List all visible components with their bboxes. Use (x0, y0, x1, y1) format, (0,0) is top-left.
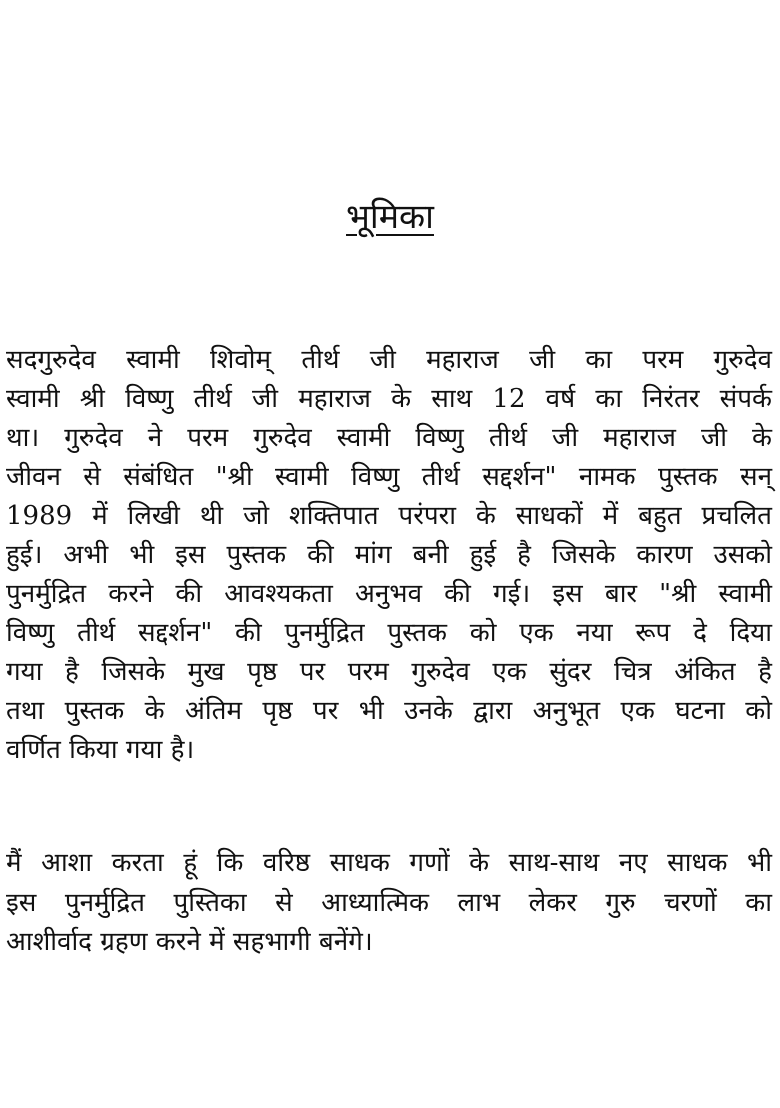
text-line: आशीर्वाद ग्रहण करने में सहभागी बनेंगे। (6, 927, 373, 957)
text-line: तथा पुस्तक के अंतिम पृष्ठ पर भी उनके द्वारा अनुभूत एक घटना को (6, 696, 772, 726)
text-line: हुई। अभी भी इस पुस्तक की मांग बनी हुई है जिसके कारण उसको (6, 540, 772, 570)
text-line: 1989 में लिखी थी जो शक्तिपात परंपरा के साधकों में बहुत प्रचलित (6, 501, 772, 531)
text-line: जीवन से संबंधित "श्री स्वामी विष्णु तीर्थ सद्दर्शन" नामक पुस्तक सन् (6, 462, 772, 492)
text-line: सदगुरुदेव स्वामी शिवोम् तीर्थ जी महाराज जी का परम गुरुदेव (6, 345, 772, 375)
page-title (0, 192, 780, 238)
text-line: स्वामी श्री विष्णु तीर्थ जी महाराज के साथ 12 वर्ष का निरंतर संपर्क (6, 384, 772, 414)
page-title-text: भूमिका (346, 197, 434, 237)
text-line: था। गुरुदेव ने परम गुरुदेव स्वामी विष्णु तीर्थ जी महाराज जी के (6, 423, 772, 453)
text-line: वर्णित किया गया है। (6, 735, 195, 765)
text-line: गया है जिसके मुख पृष्ठ पर परम गुरुदेव एक सुंदर चित्र अंकित है (6, 657, 772, 687)
text-line: मैं आशा करता हूं कि वरिष्ठ साधक गणों के साथ-साथ नए साधक भी (6, 848, 772, 878)
text-line: इस पुनर्मुद्रित पुस्तिका से आध्यात्मिक लाभ लेकर गुरु चरणों का (6, 888, 772, 918)
text-line: पुनर्मुद्रित करने की आवश्यकता अनुभव की गई। इस बार "श्री स्वामी (6, 579, 772, 609)
text-line: विष्णु तीर्थ सद्दर्शन" की पुनर्मुद्रित पुस्तक को एक नया रूप दे दिया (6, 618, 772, 648)
